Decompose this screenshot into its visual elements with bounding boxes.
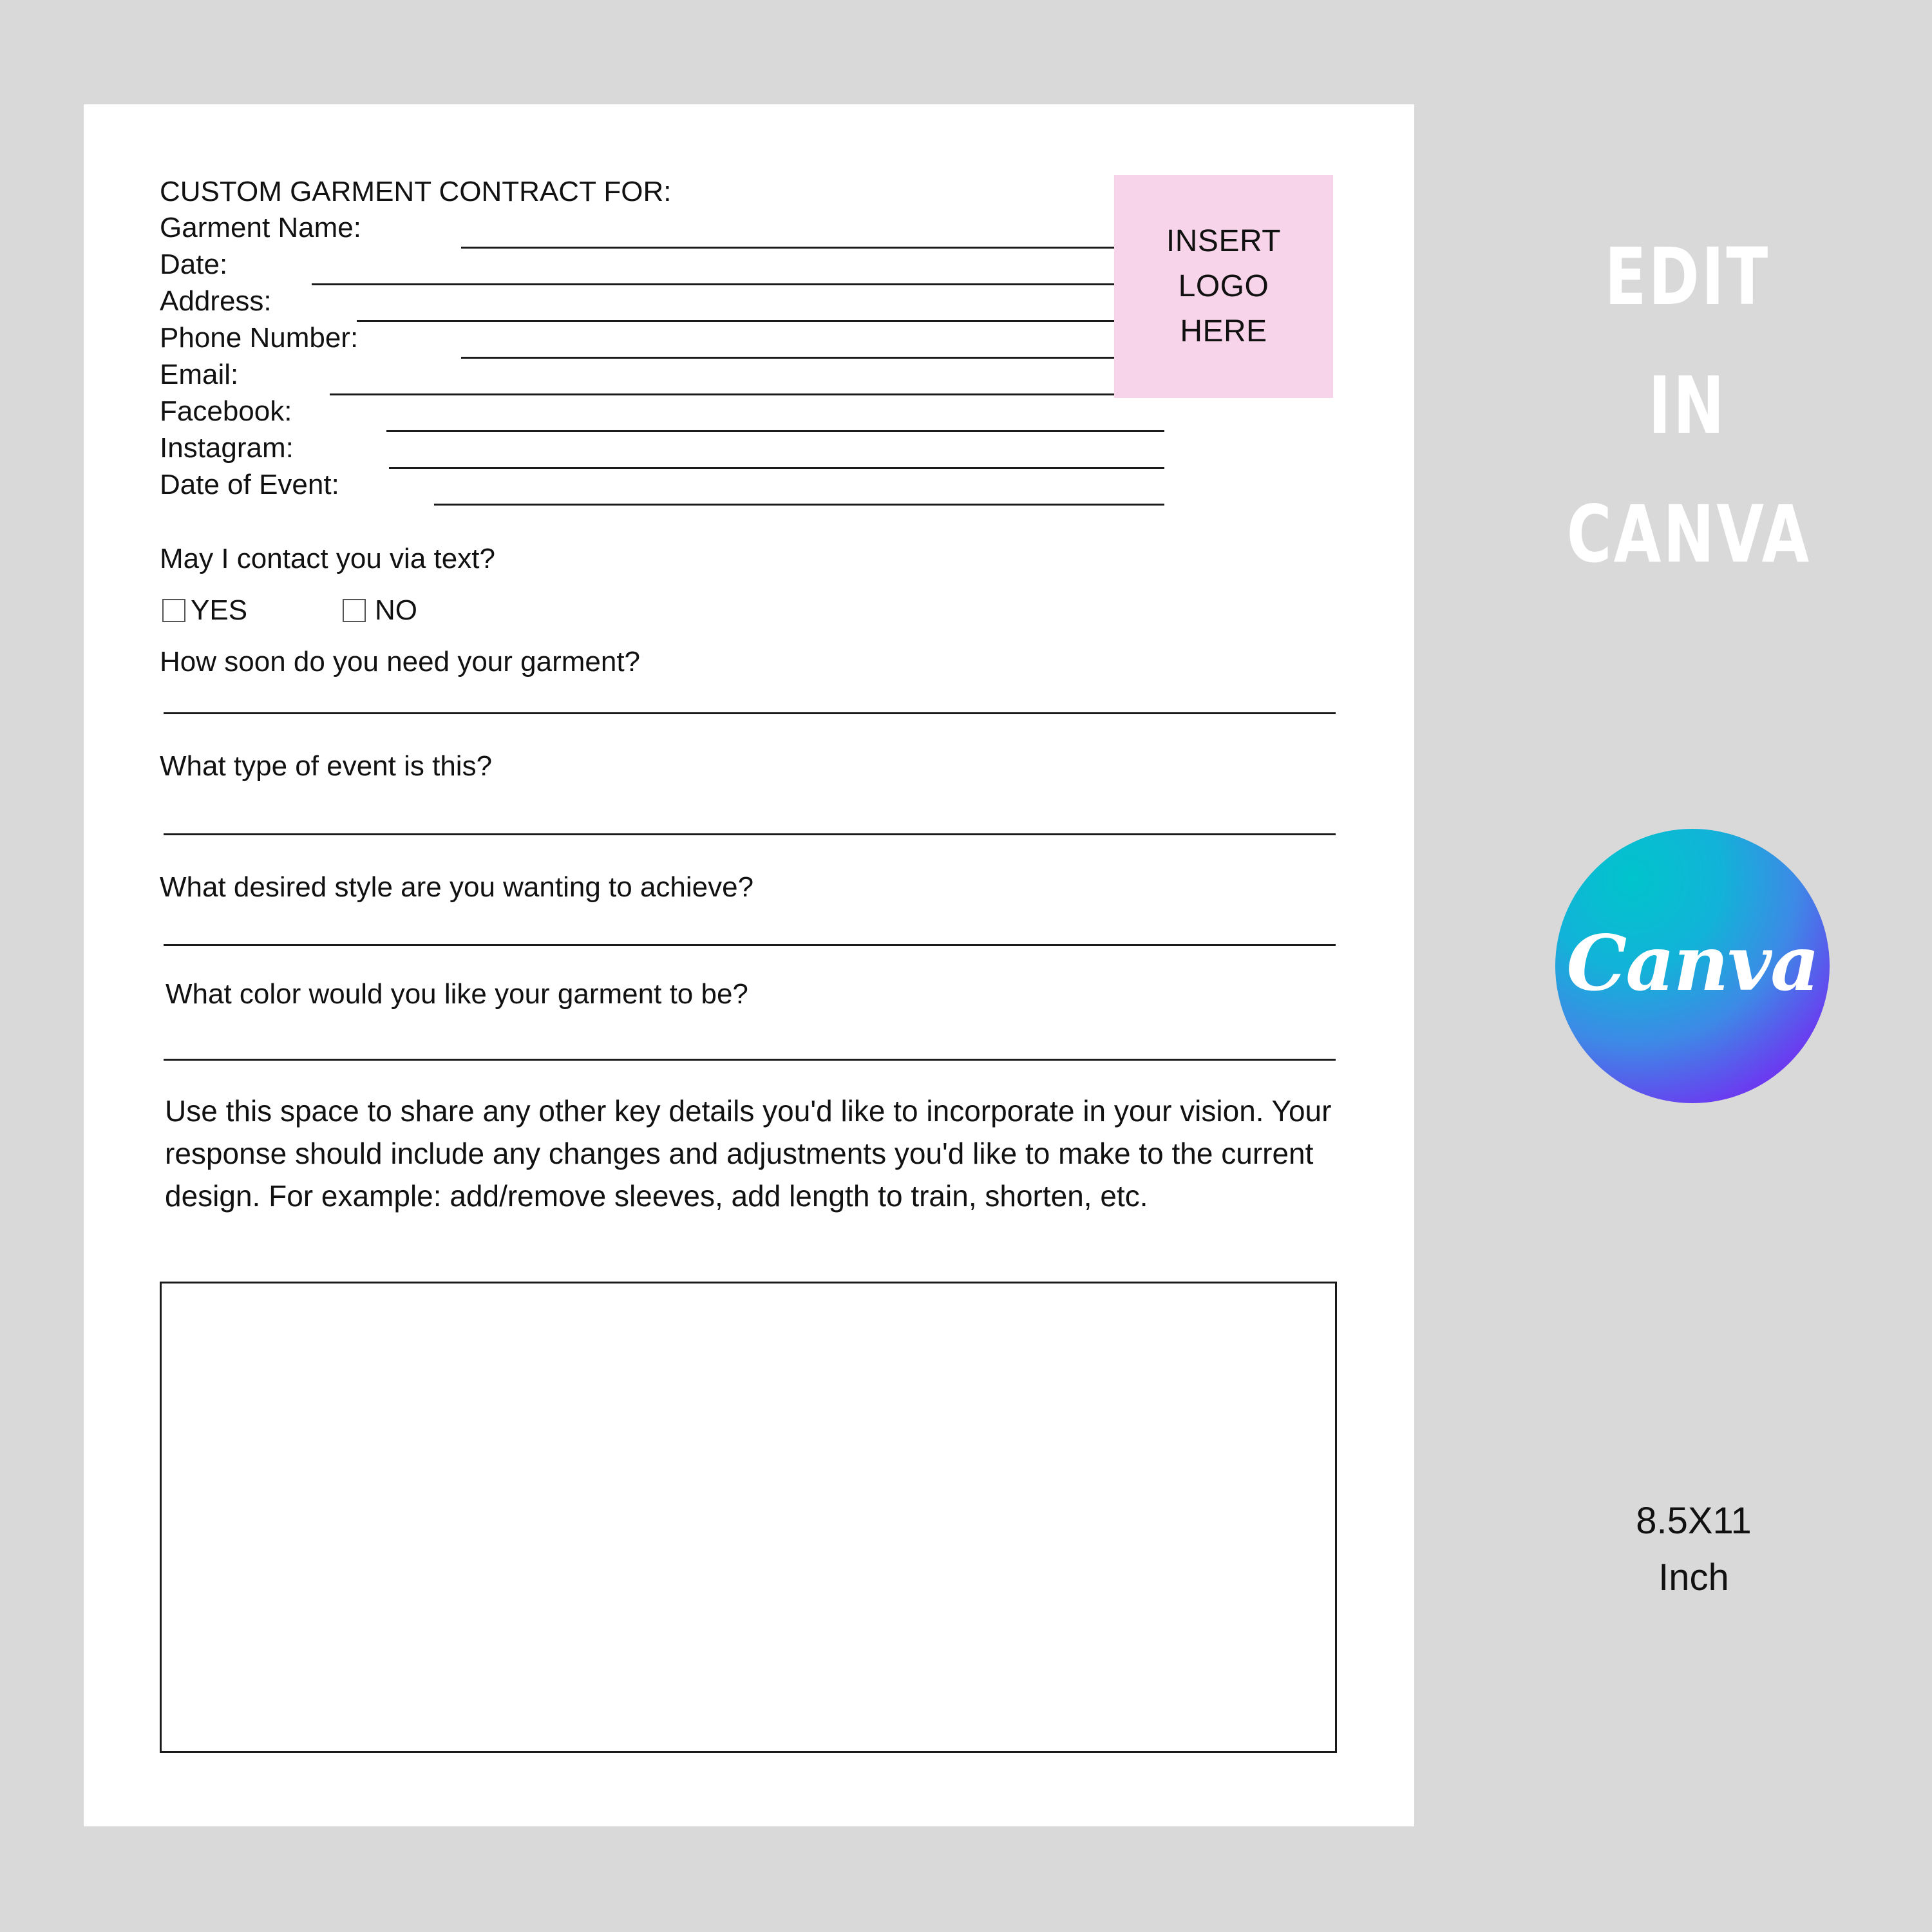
page-size-unit: Inch [1658,1557,1729,1598]
no-checkbox[interactable] [343,599,366,622]
page-size-label [1591,1493,1797,1606]
field-line-instagram[interactable] [389,467,1164,469]
field-line-email[interactable] [330,393,1164,395]
answer-line-garment-color[interactable] [164,1059,1336,1061]
logo-placeholder-line-2: LOGO [1178,269,1269,303]
field-phone-number[interactable] [160,323,1164,359]
canva-line: CANVA [1566,489,1812,580]
canva-wordmark: Canva [1566,918,1819,1008]
logo-placeholder-line-1: INSERT [1166,224,1282,258]
field-line-date[interactable] [312,283,1164,285]
field-facebook[interactable] [160,396,1164,433]
field-label-date-of-event: Date of Event: [160,469,339,500]
yes-label: YES [191,594,248,626]
field-label-email: Email: [160,359,239,390]
field-label-address: Address: [160,285,272,317]
field-garment-name[interactable] [160,213,1164,249]
question-garment-color: What color would you like your garment to be? [166,978,748,1010]
page-size-dimensions: 8.5X11 [1636,1500,1752,1542]
no-label: NO [375,594,417,626]
canva-logo-icon [1555,829,1830,1103]
field-instagram[interactable] [160,433,1164,469]
question-desired-style: What desired style are you wanting to achieve? [160,871,754,903]
logo-placeholder-line-3: HERE [1180,314,1267,348]
field-date-of-event[interactable] [160,469,1164,506]
edit-in-line: EDIT IN [1604,231,1770,451]
logo-placeholder[interactable] [1114,175,1333,398]
edit-in-canva-title [1566,213,1812,599]
field-label-phone-number: Phone Number: [160,322,359,354]
field-line-address[interactable] [357,320,1164,322]
field-label-instagram: Instagram: [160,432,294,464]
question-timeline: How soon do you need your garment? [160,646,641,677]
yes-checkbox[interactable] [162,599,185,622]
field-label-garment-name: Garment Name: [160,212,361,243]
answer-line-desired-style[interactable] [164,944,1336,946]
field-label-facebook: Facebook: [160,395,292,427]
form-sheet [84,104,1414,1826]
field-label-date: Date: [160,249,228,280]
answer-line-event-type[interactable] [164,833,1336,835]
field-line-phone-number[interactable] [461,357,1164,359]
field-line-date-of-event[interactable] [434,504,1164,506]
field-email[interactable] [160,359,1164,396]
answer-line-timeline[interactable] [164,712,1336,714]
details-prompt: Use this space to share any other key details you'd like to incorporate in your vision. Your response should include any changes and adjustments you'd like to make to the current design. For example: add/remove sleeves, add length to train, shorten, etc. [165,1094,1332,1213]
field-address[interactable] [160,286,1164,323]
details-response-box[interactable] [160,1282,1337,1753]
field-line-facebook[interactable] [386,430,1164,432]
field-line-garment-name[interactable] [461,247,1164,249]
question-event-type: What type of event is this? [160,750,493,782]
contact-question: May I contact you via text? [160,543,495,574]
field-date[interactable] [160,249,1164,286]
form-heading: CUSTOM GARMENT CONTRACT FOR: [160,176,672,207]
